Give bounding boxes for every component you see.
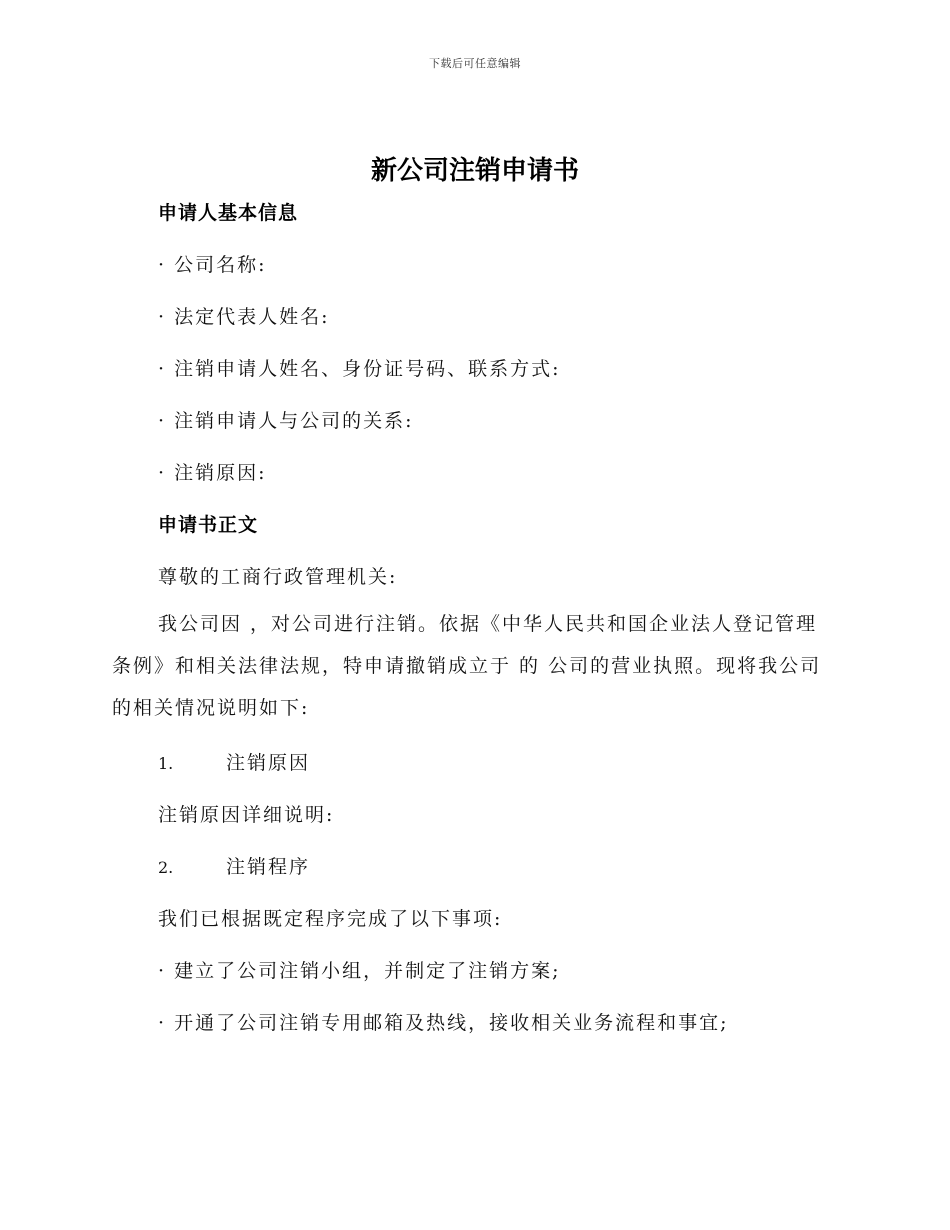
numbered-point-1 — [158, 748, 310, 775]
header-note: 下载后可任意编辑 — [429, 57, 521, 70]
section-heading-basic-info: 申请人基本信息 — [158, 202, 299, 224]
procedure-item: · 建立了公司注销小组，并制定了注销方案; — [158, 960, 561, 982]
document-title: 新公司注销申请书 — [370, 156, 579, 186]
point-title: 注销原因 — [226, 752, 311, 774]
point-number: 1. — [158, 754, 174, 773]
point-title: 注销程序 — [226, 856, 311, 878]
info-item-cancellation-reason: · 注销原因: — [158, 462, 267, 484]
info-item-applicant-relationship: · 注销申请人与公司的关系: — [158, 410, 414, 432]
salutation: 尊敬的工商行政管理机关: — [158, 566, 398, 588]
section-heading-body: 申请书正文 — [158, 514, 259, 536]
procedure-intro: 我们已根据既定程序完成了以下事项: — [158, 908, 503, 930]
procedure-item: · 开通了公司注销专用邮箱及热线，接收相关业务流程和事宜; — [158, 1012, 729, 1034]
info-item-legal-representative: · 法定代表人姓名: — [158, 306, 330, 328]
body-paragraph: 我公司因 ，对公司进行注销。依据《中华人民共和国企业法人登记管理条例》和相关法律法规，特申请撤销成立于 的 公司的营业执照。现将我公司的相关情况说明如下: — [112, 613, 822, 719]
point-number: 2. — [158, 858, 174, 877]
numbered-point-2 — [158, 852, 310, 879]
info-item-company-name: · 公司名称: — [158, 254, 267, 276]
reason-detail-label: 注销原因详细说明: — [158, 804, 335, 826]
info-item-applicant-details: · 注销申请人姓名、身份证号码、联系方式: — [158, 358, 561, 380]
